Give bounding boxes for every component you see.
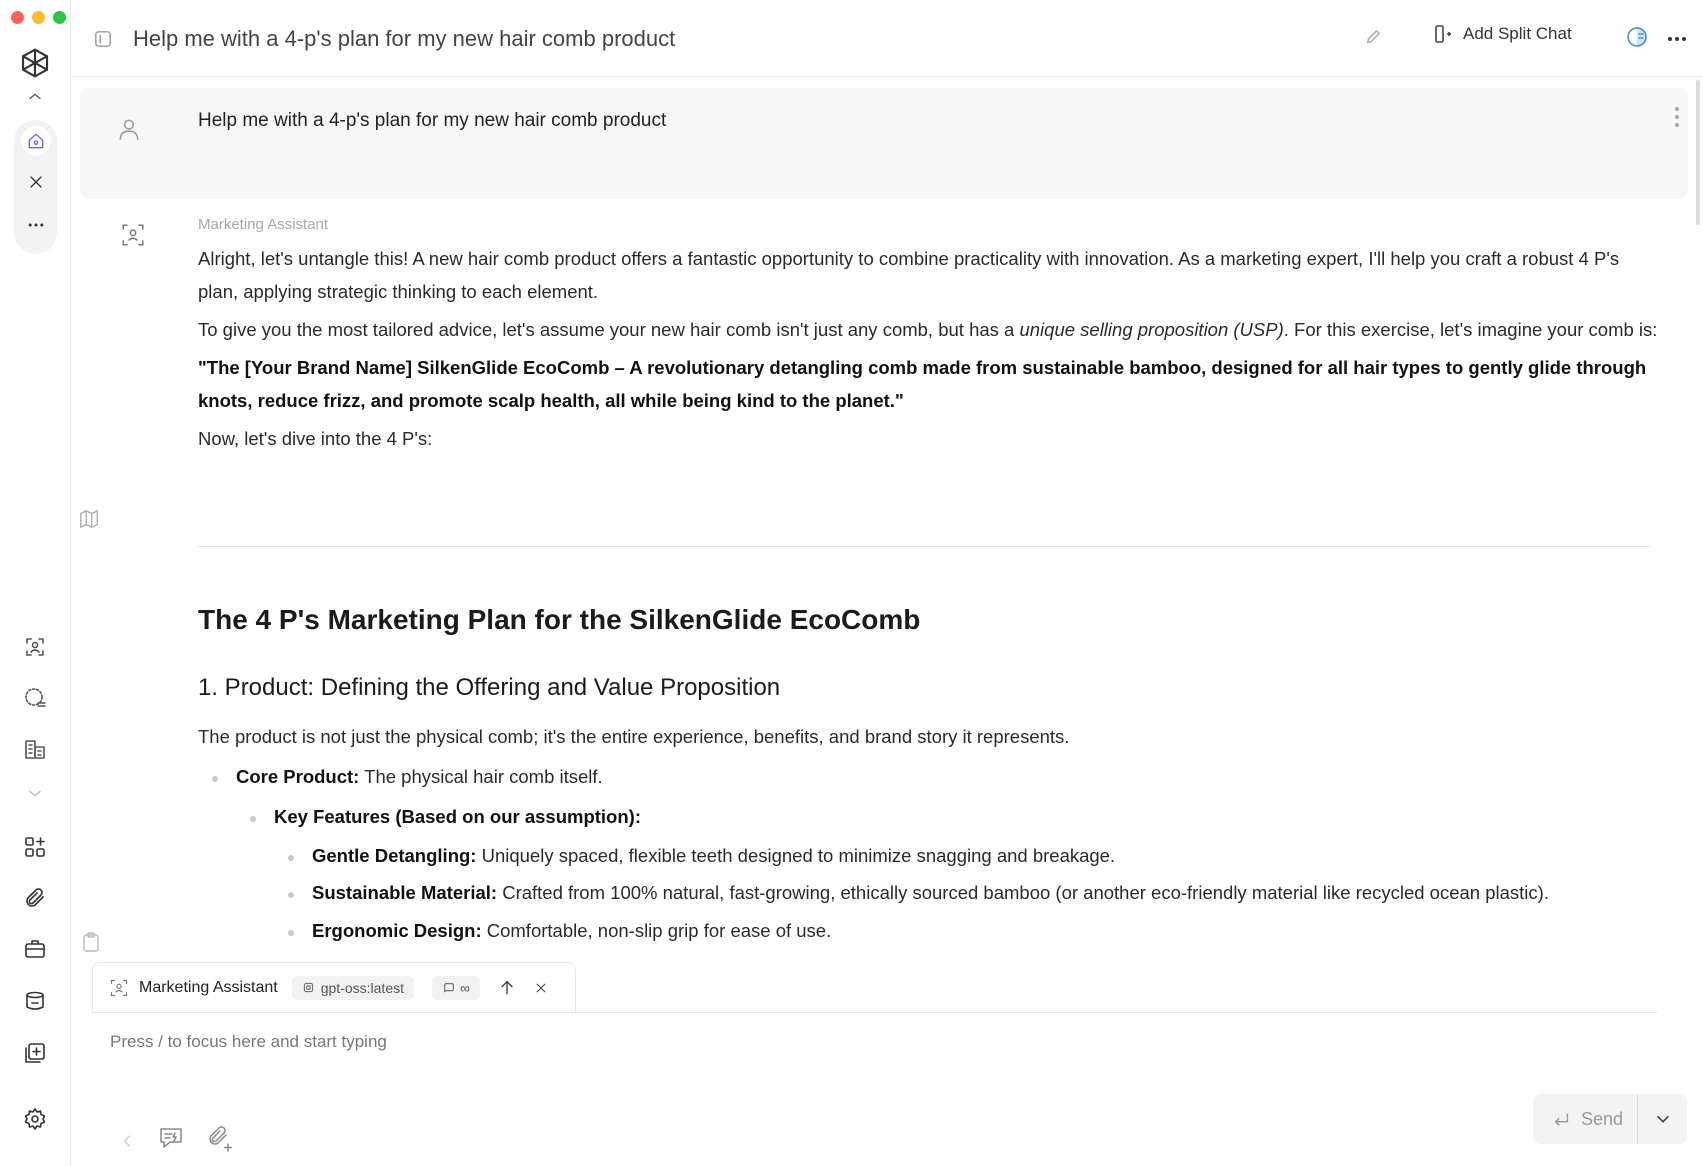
feature-label: Sustainable Material: — [312, 882, 498, 903]
add-split-chat-button[interactable] — [1433, 24, 1572, 44]
divider — [198, 546, 1650, 547]
split-icon — [1433, 24, 1453, 44]
close-icon[interactable] — [534, 981, 548, 995]
assumption-start: To give you the most tailored advice, let's assume your new hair comb isn't just any comb, but has a — [198, 319, 1020, 340]
assistant-message — [198, 242, 1658, 460]
arrow-up-icon[interactable] — [498, 979, 516, 997]
clipboard-icon[interactable] — [82, 932, 100, 957]
assistant-icon — [109, 978, 129, 998]
composer-agent-bar — [92, 962, 576, 1012]
chevron-down-icon — [1654, 1110, 1672, 1128]
scrollbar[interactable] — [1696, 80, 1700, 225]
list-item — [274, 806, 641, 828]
sidebar-tab-group — [14, 120, 57, 254]
feature-label: Gentle Detangling: — [312, 845, 477, 866]
send-options-button[interactable] — [1638, 1110, 1687, 1128]
feature-text: Comfortable, non-slip grip for ease of use. — [481, 920, 832, 941]
assistant-name: Marketing Assistant — [198, 216, 329, 233]
core-product-label: Core Product: — [236, 766, 360, 787]
list-item — [312, 920, 831, 942]
intro-paragraph: Alright, let's untangle this! A new hair comb product offers a fantastic opportunity to combine practicality with innovation. As a marketing expert, I'll help you craft a robust 4 P's plan, applying strategic thinking to each element. — [198, 248, 1620, 302]
message-input[interactable] — [110, 1032, 1510, 1052]
feature-label: Ergonomic Design: — [312, 920, 482, 941]
collapse-up-icon[interactable] — [20, 88, 50, 104]
enter-icon — [1553, 1110, 1571, 1128]
agent-selector[interactable]: Marketing Assistant — [139, 978, 278, 996]
core-product-text: The physical hair comb itself. — [359, 766, 603, 787]
feature-text: Uniquely spaced, flexible teeth designed to minimize snagging and breakage. — [476, 845, 1116, 866]
add-media-icon[interactable] — [20, 1038, 50, 1068]
assistant-icon[interactable] — [20, 632, 50, 662]
chevron-down-icon[interactable] — [20, 786, 50, 802]
buildings-icon[interactable] — [20, 734, 50, 764]
page-title[interactable]: Help me with a 4-p's plan for my new hair comb product — [133, 26, 676, 51]
product-heading: 1. Product: Defining the Offering and Value Proposition — [198, 674, 781, 701]
chat-header — [71, 0, 1703, 77]
assumption-end: . For this exercise, let's imagine your comb is: — [1283, 319, 1658, 340]
assumption-paragraph — [198, 313, 1658, 346]
logo-icon[interactable] — [18, 46, 52, 80]
send-button[interactable] — [1533, 1109, 1637, 1130]
apps-icon[interactable] — [20, 832, 50, 862]
send-label: Send — [1581, 1108, 1624, 1129]
composer-divider — [92, 1012, 1657, 1013]
briefcase-icon[interactable] — [20, 934, 50, 964]
user-message-text: Help me with a 4-p's plan for my new hair comb product — [198, 110, 667, 131]
archive-icon[interactable] — [20, 986, 50, 1016]
edit-title-icon[interactable] — [1364, 28, 1382, 46]
close-icon[interactable] — [21, 167, 51, 197]
plan-heading: The 4 P's Marketing Plan for the SilkenGlide EcoComb — [198, 604, 921, 635]
settings-icon[interactable] — [20, 1104, 50, 1134]
map-icon[interactable] — [78, 508, 100, 535]
sidebar-toggle-icon[interactable] — [94, 30, 112, 48]
key-features-label: Key Features (Based on our assumption): — [274, 806, 641, 827]
tasks-icon[interactable] — [20, 683, 50, 713]
assumption-em: unique selling proposition (USP) — [1019, 319, 1284, 340]
more-options-icon[interactable] — [1665, 27, 1689, 51]
product-statement: "The [Your Brand Name] SilkenGlide EcoComb – A revolutionary detangling comb made from sustainable bamboo, designed for all hair types to gently glide through knots, reduce frizz, and promote scalp health, all while being kind to the planet." — [198, 357, 1647, 411]
chat-bubble-icon — [442, 981, 456, 995]
theme-toggle-icon[interactable] — [1626, 26, 1648, 48]
user-message — [80, 88, 1688, 199]
context-limit-value: ∞ — [460, 979, 470, 996]
message-menu-icon[interactable] — [1674, 106, 1680, 128]
attach-file-icon[interactable] — [206, 1124, 234, 1157]
product-paragraph: The product is not just the physical comb; it's the entire experience, benefits, and brand story it represents. — [198, 726, 1070, 747]
more-icon[interactable] — [21, 210, 51, 240]
home-icon[interactable] — [21, 126, 51, 156]
feature-text: Crafted from 100% natural, fast-growing, ethically sourced bamboo (or another eco-friendly material like recycled ocean plastic). — [497, 882, 1549, 903]
left-sidebar — [0, 0, 71, 1166]
chevron-left-icon[interactable] — [122, 1134, 132, 1153]
model-selector[interactable] — [292, 976, 414, 1000]
model-name: gpt-oss:latest — [320, 979, 404, 996]
list-item — [312, 882, 1549, 904]
send-control — [1533, 1094, 1687, 1144]
chip-icon — [302, 981, 315, 994]
assistant-avatar-icon — [120, 222, 146, 248]
user-avatar-icon — [116, 116, 142, 142]
quick-prompt-icon[interactable] — [158, 1125, 184, 1156]
add-split-chat-label: Add Split Chat — [1463, 24, 1572, 43]
attachment-icon[interactable] — [20, 883, 50, 913]
context-limit-chip[interactable] — [432, 976, 480, 1000]
dive-in-paragraph: Now, let's dive into the 4 P's: — [198, 428, 433, 449]
list-item — [236, 766, 603, 788]
list-item — [312, 845, 1115, 867]
